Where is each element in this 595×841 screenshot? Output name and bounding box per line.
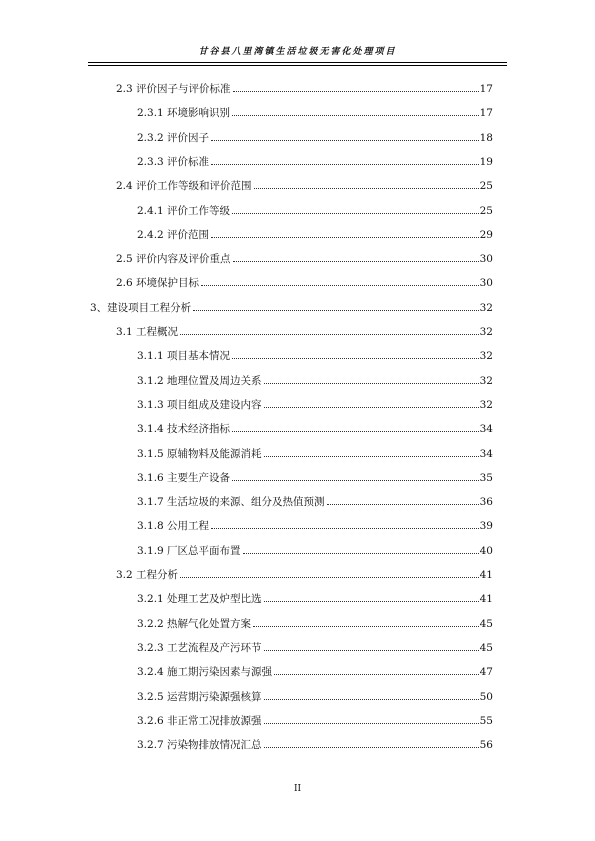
toc-entry-label: 3.2.1 处理工艺及炉型比选 <box>137 593 262 606</box>
toc-entry-page: 25 <box>479 180 493 193</box>
page-number: II <box>293 784 302 794</box>
toc-entry-page: 25 <box>479 204 493 217</box>
toc-leader-dots <box>264 690 479 700</box>
toc-entry-label: 2.3.1 环境影响识别 <box>137 107 231 120</box>
toc-entry-label: 3.2.6 非正常工况排放源强 <box>137 714 262 727</box>
toc-leader-dots <box>211 155 479 165</box>
toc-entry-label: 3、建设项目工程分析 <box>90 301 192 314</box>
toc-entry-label: 3.1.8 公用工程 <box>137 520 210 533</box>
toc-entry[interactable] <box>137 106 493 120</box>
toc-entry-label: 2.4.1 评价工作等级 <box>137 204 231 217</box>
toc-entry-page: 55 <box>479 714 493 727</box>
toc-entry[interactable] <box>137 665 493 679</box>
toc-entry-label: 2.3.3 评价标准 <box>137 155 210 168</box>
toc-leader-dots <box>243 544 479 554</box>
toc-entry-label: 2.5 评价内容及评价重点 <box>116 253 231 266</box>
toc-entry[interactable] <box>116 252 493 266</box>
toc-leader-dots <box>264 641 479 651</box>
toc-entry-label: 3.1 工程概况 <box>116 326 179 338</box>
toc-entry[interactable] <box>137 422 493 436</box>
toc-leader-dots <box>211 519 479 529</box>
toc-entry-page: 41 <box>479 569 493 581</box>
header-rule-thick <box>88 62 507 63</box>
toc-entry-label: 3.2.2 热解气化处置方案 <box>137 617 252 630</box>
toc-entry[interactable] <box>137 349 493 363</box>
toc-entry-page: 45 <box>479 617 493 630</box>
toc-entry[interactable] <box>137 447 493 461</box>
toc-entry-label: 2.6 环境保护目标 <box>116 277 200 290</box>
toc-entry-label: 2.3.2 评价因子 <box>137 131 210 144</box>
toc-entry-label: 3.1.7 生活垃圾的来源、组分及热值预测 <box>137 496 325 509</box>
toc-entry-page: 40 <box>479 544 493 557</box>
toc-entry-page: 17 <box>479 107 493 120</box>
toc-entry-label: 2.3 评价因子与评价标准 <box>116 83 231 95</box>
toc-entry-label: 3.2.4 施工期污染因素与源强 <box>137 666 273 679</box>
toc-entry[interactable] <box>137 519 493 533</box>
toc-leader-dots <box>232 422 479 432</box>
toc-entry-label: 3.1.6 主要生产设备 <box>137 471 231 484</box>
toc-entry-label: 3.1.5 原辅物料及能源消耗 <box>137 447 262 460</box>
toc-entry-page: 32 <box>479 398 493 411</box>
toc-leader-dots <box>264 447 479 457</box>
toc-entry[interactable] <box>116 82 493 96</box>
toc-entry-page: 19 <box>479 155 493 168</box>
toc-entry[interactable] <box>137 155 493 169</box>
toc-leader-dots <box>274 665 479 675</box>
toc-leader-dots <box>264 398 479 408</box>
toc-entry-label: 3.1.2 地理位置及周边关系 <box>137 374 262 387</box>
toc-entry-page: 47 <box>479 666 493 679</box>
toc-entry-label: 3.2.5 运营期污染源强核算 <box>137 690 262 703</box>
toc-entry-page: 34 <box>479 423 493 436</box>
toc-entry-page: 30 <box>479 253 493 266</box>
toc-leader-dots <box>232 471 479 481</box>
header-rule-thin <box>88 65 507 66</box>
toc-entry-page: 32 <box>479 374 493 387</box>
toc-leader-dots <box>232 106 479 116</box>
toc-entry[interactable] <box>137 738 493 752</box>
toc-entry[interactable] <box>137 398 493 412</box>
toc-entry-page: 36 <box>479 496 493 509</box>
toc-entry-page: 30 <box>479 277 493 290</box>
toc-entry-page: 35 <box>479 471 493 484</box>
toc-leader-dots <box>264 374 479 384</box>
toc-entry-label: 2.4.2 评价范围 <box>137 228 210 241</box>
toc-leader-dots <box>253 617 479 627</box>
toc-leader-dots <box>211 131 479 141</box>
toc-entry-label: 2.4 评价工作等级和评价范围 <box>116 180 252 193</box>
toc-leader-dots <box>193 301 478 311</box>
toc-leader-dots <box>233 252 479 262</box>
toc-leader-dots <box>180 325 479 335</box>
toc-entry-page: 32 <box>479 350 493 363</box>
toc-entry[interactable] <box>137 544 493 558</box>
toc-entry[interactable] <box>137 204 493 218</box>
toc-leader-dots <box>254 179 479 189</box>
toc-leader-dots <box>201 276 479 286</box>
toc-entry[interactable] <box>116 179 493 193</box>
toc-entry-page: 41 <box>479 593 493 606</box>
running-header: 甘谷县八里湾镇生活垃圾无害化处理项目 <box>198 47 397 57</box>
toc-entry[interactable] <box>137 617 493 631</box>
toc-entry-page: 56 <box>479 739 493 752</box>
toc-entry[interactable] <box>116 568 493 582</box>
toc-entry[interactable] <box>137 714 493 728</box>
toc-entry-label: 3.1.3 项目组成及建设内容 <box>137 398 262 411</box>
toc-leader-dots <box>327 495 479 505</box>
toc-leader-dots <box>233 82 479 92</box>
toc-entry[interactable] <box>137 495 493 509</box>
toc-entry[interactable] <box>137 641 493 655</box>
toc-entry[interactable] <box>137 131 493 145</box>
toc-entry-label: 3.1.1 项目基本情况 <box>137 350 231 363</box>
toc-entry-label: 3.1.4 技术经济指标 <box>137 423 231 436</box>
toc-leader-dots <box>180 568 479 578</box>
toc-entry-label: 3.2.3 工艺流程及产污环节 <box>137 641 262 654</box>
toc-leader-dots <box>232 349 479 359</box>
toc-entry[interactable] <box>137 228 493 242</box>
toc-entry-page: 17 <box>479 83 493 95</box>
toc-entry-page: 32 <box>479 326 493 338</box>
toc-entry-label: 3.2.7 污染物排放情况汇总 <box>137 739 262 752</box>
toc-entry[interactable] <box>116 325 493 339</box>
toc-entry[interactable] <box>137 592 493 606</box>
toc-entry[interactable] <box>137 471 493 485</box>
toc-leader-dots <box>264 714 479 724</box>
toc-leader-dots <box>232 204 479 214</box>
toc-entry[interactable] <box>116 276 493 290</box>
toc-entry[interactable] <box>137 374 493 388</box>
toc-leader-dots <box>264 738 479 748</box>
toc-entry-page: 50 <box>479 690 493 703</box>
toc-entry-label: 3.1.9 厂区总平面布置 <box>137 544 241 557</box>
toc-entry-page: 32 <box>479 301 493 314</box>
toc-entry-label: 3.2 工程分析 <box>116 569 179 581</box>
toc-leader-dots <box>264 592 479 602</box>
toc-entry-page: 39 <box>479 520 493 533</box>
toc-entry[interactable] <box>137 690 493 704</box>
toc-entry[interactable] <box>90 301 493 315</box>
toc-entry-page: 18 <box>479 131 493 144</box>
toc-entry-page: 34 <box>479 447 493 460</box>
toc-leader-dots <box>211 228 479 238</box>
toc-entry-page: 29 <box>479 228 493 241</box>
toc-entry-page: 45 <box>479 641 493 654</box>
